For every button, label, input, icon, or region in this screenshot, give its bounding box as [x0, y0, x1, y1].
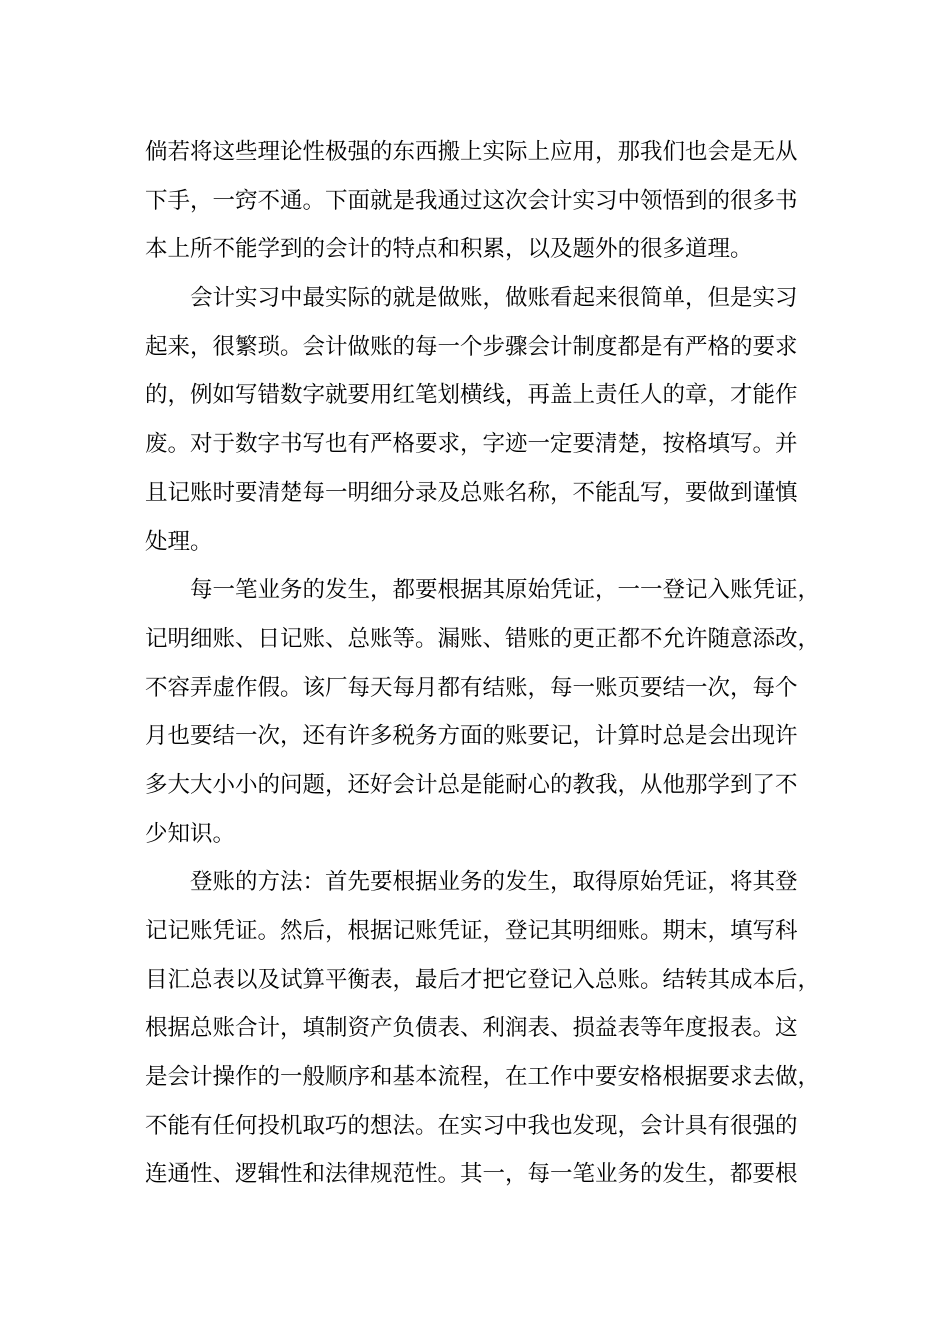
text-line: 每一笔业务的发生，都要根据其原始凭证，一一登记入账凭证， [145, 577, 821, 604]
paragraph-1 [145, 128, 825, 274]
text-line: 少知识。 [145, 820, 236, 847]
text-line: 本上所不能学到的会计的特点和积累，以及题外的很多道理。 [145, 236, 753, 263]
text-line: 记明细账、日记账、总账等。漏账、错账的更正都不允许随意添改， [145, 625, 821, 652]
paragraph-3 [145, 566, 825, 858]
text-line: 倘若将这些理论性极强的东西搬上实际上应用，那我们也会是无从 [145, 139, 798, 165]
text-line: 根据总账合计，填制资产负债表、利润表、损益表等年度报表。这 [145, 1015, 798, 1042]
text-line: 记记账凭证。然后，根据记账凭证，登记其明细账。期末，填写科 [145, 918, 798, 944]
text-line: 多大大小小的问题，还好会计总是能耐心的教我，从他那学到了不 [145, 771, 798, 798]
paragraph-4 [145, 858, 825, 1199]
text-line: 是会计操作的一般顺序和基本流程，在工作中要安格根据要求去做， [145, 1064, 821, 1091]
paragraph-2 [145, 274, 825, 566]
text-line: 目汇总表以及试算平衡表，最后才把它登记入总账。结转其成本后， [145, 966, 821, 993]
text-line: 且记账时要清楚每一明细分录及总账名称，不能乱写，要做到谨慎 [145, 479, 798, 506]
text-line: 处理。 [145, 528, 213, 555]
text-line: 登账的方法：首先要根据业务的发生，取得原始凭证，将其登 [145, 869, 798, 896]
text-line: 起来，很繁琐。会计做账的每一个步骤会计制度都是有严格的要求 [145, 333, 798, 360]
text-line: 不能有任何投机取巧的想法。在实习中我也发现，会计具有很强的 [145, 1112, 798, 1139]
text-line: 废。对于数字书写也有严格要求，字迹一定要清楚，按格填写。并 [145, 431, 798, 458]
document-body [145, 128, 825, 1199]
text-line: 会计实习中最实际的就是做账，做账看起来很简单，但是实习 [145, 285, 798, 312]
text-line: 不容弄虚作假。该厂每天每月都有结账，每一账页要结一次，每个 [145, 674, 798, 701]
text-line: 下手，一窍不通。下面就是我通过这次会计实习中领悟到的很多书 [145, 187, 798, 214]
text-line: 连通性、逻辑性和法律规范性。其一，每一笔业务的发生，都要根 [145, 1161, 798, 1188]
text-line: 的，例如写错数字就要用红笔划横线，再盖上责任人的章，才能作 [145, 382, 798, 409]
text-line: 月也要结一次，还有许多税务方面的账要记，计算时总是会出现许 [145, 723, 798, 750]
